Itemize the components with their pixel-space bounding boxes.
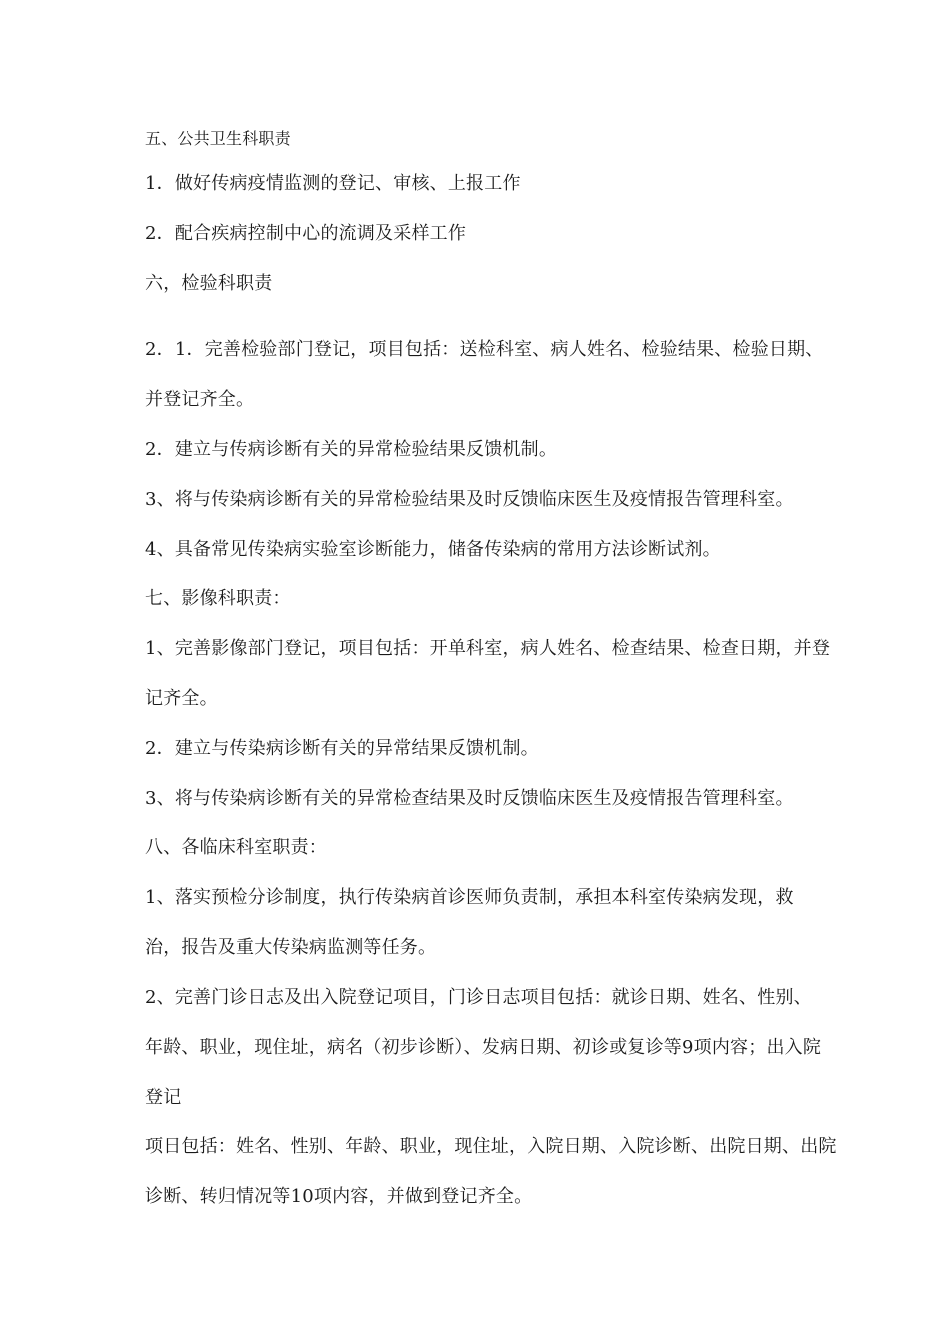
- paragraph-line: 1．做好传病疫情监测的登记、审核、上报工作: [145, 173, 521, 194]
- paragraph-line: 1、完善影像部门登记，项目包括：开单科室，病人姓名、检查结果、检查日期，并登: [145, 638, 831, 659]
- paragraph-line: 3、将与传染病诊断有关的异常检验结果及时反馈临床医生及疫情报告管理科室。: [145, 489, 794, 510]
- paragraph-line: 项日包括：姓名、性别、年龄、职业，现住址，入院日期、入院诊断、出院日期、出院: [145, 1136, 837, 1157]
- paragraph-line: 2、完善门诊日志及出入院登记项目，门诊日志项目包括：就诊日期、姓名、性别、: [145, 987, 812, 1008]
- paragraph-line: 诊断、转归情况等10项内容，并做到登记齐全。: [145, 1186, 533, 1207]
- paragraph-line: 年龄、职业，现住址，病名（初步诊断）、发病日期、初诊或复诊等9项内容；出入院: [145, 1037, 822, 1058]
- paragraph-line: 并登记齐全。: [145, 389, 255, 410]
- section-heading-imaging: 七、影像科职责：: [145, 588, 291, 609]
- paragraph-line: 治，报告及重大传染病监测等任务。: [145, 937, 437, 958]
- paragraph-line: 1、落实预检分诊制度，执行传染病首诊医师负责制，承担本科室传染病发现，救: [145, 887, 794, 908]
- paragraph-line: 4、具备常见传染病实验室诊断能力，储备传染病的常用方法诊断试剂。: [145, 539, 721, 560]
- section-heading-laboratory: 六，检验科职责: [145, 273, 273, 294]
- section-heading-public-health: 五、公共卫生科职责: [145, 129, 291, 148]
- paragraph-line: 登记: [145, 1087, 182, 1108]
- paragraph-line: 2．建立与传染病诊断有关的异常结果反馈机制。: [145, 738, 539, 759]
- paragraph-line: 2．建立与传病诊断有关的异常检验结果反馈机制。: [145, 439, 558, 460]
- paragraph-line: 记齐全。: [145, 688, 218, 709]
- paragraph-line: 2．配合疾病控制中心的流调及采样工作: [145, 223, 467, 244]
- paragraph-line: 3、将与传染病诊断有关的异常检查结果及时反馈临床医生及疫情报告管理科室。: [145, 788, 794, 809]
- section-heading-clinical: 八、各临床科室职责：: [145, 837, 327, 858]
- paragraph-line: 2．1．完善检验部门登记，项目包括：送检科室、病人姓名、检验结果、检验日期、: [145, 339, 824, 360]
